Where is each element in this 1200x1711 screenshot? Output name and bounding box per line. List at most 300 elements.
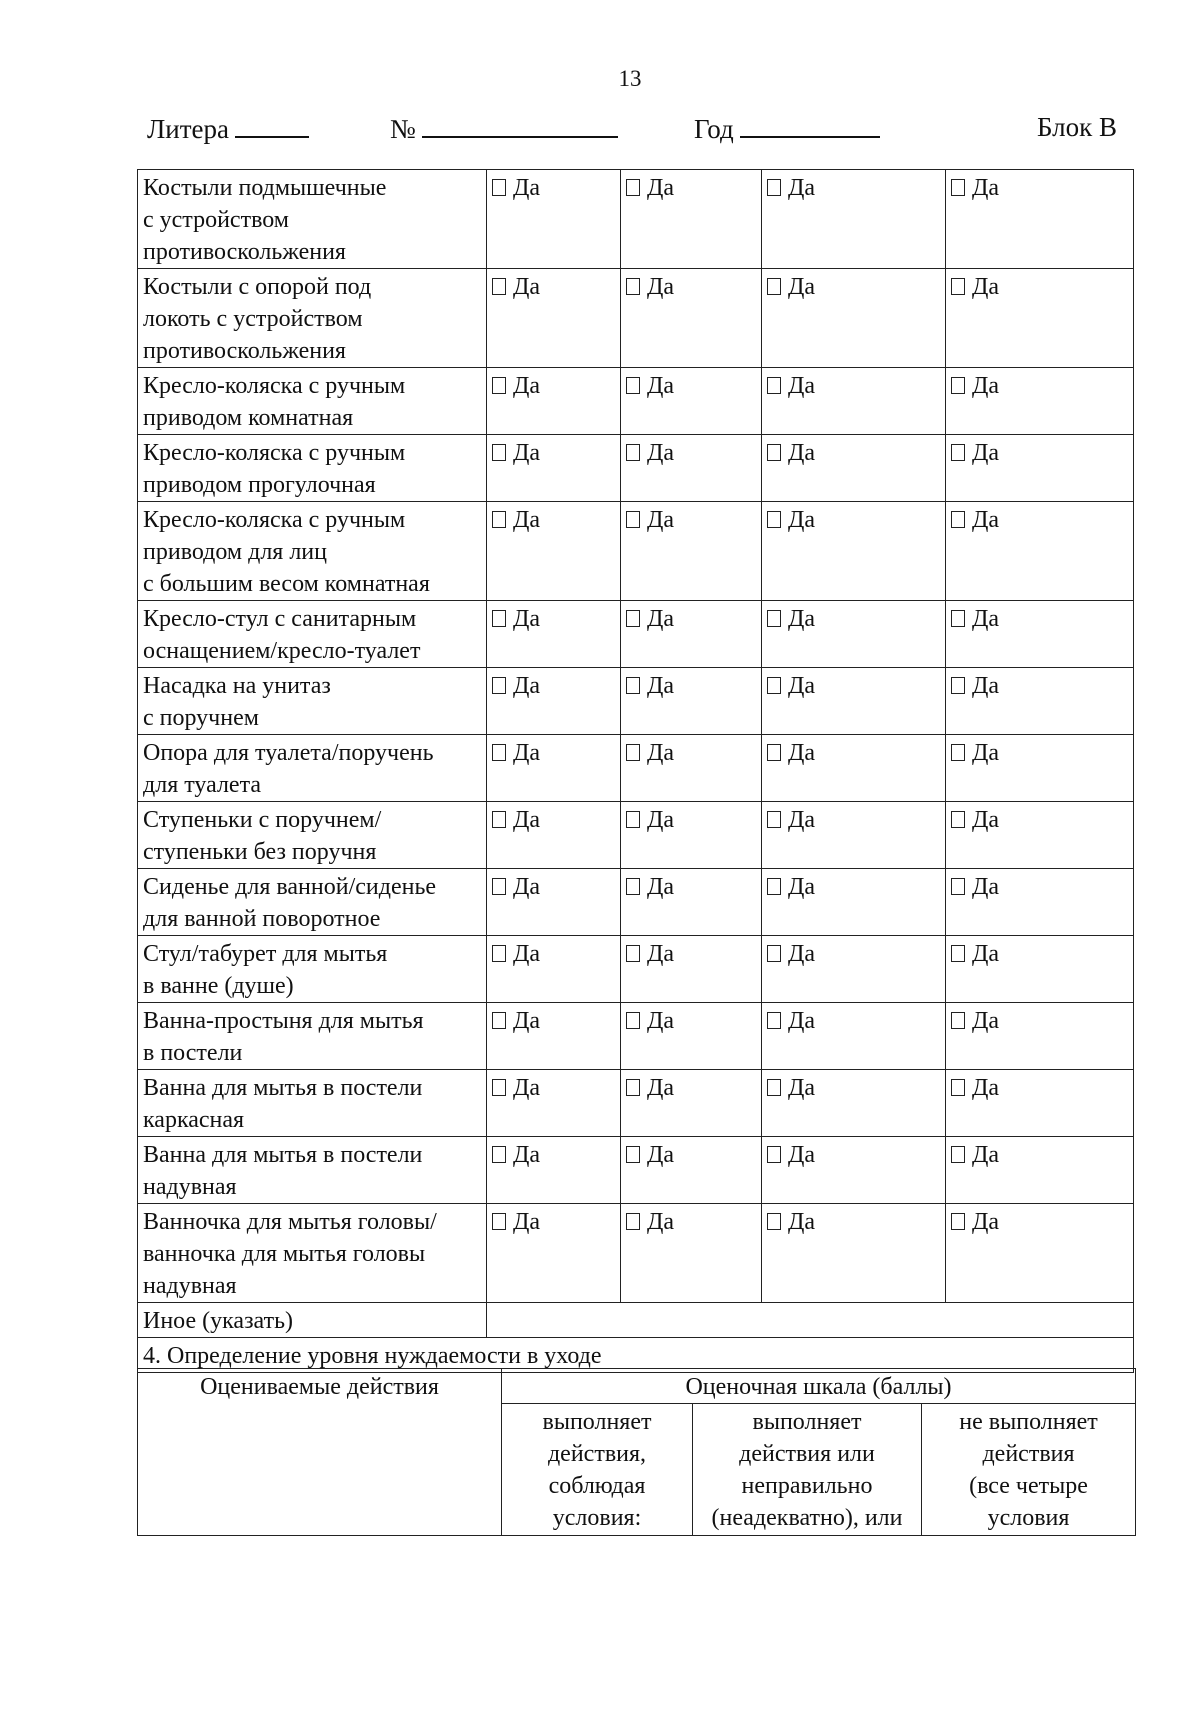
checkbox-square-icon[interactable] [626, 744, 640, 761]
equipment-name-line: для туалета [143, 772, 262, 798]
scale-column-line: действия, [547, 1441, 647, 1468]
checkbox-cell [946, 735, 1134, 802]
equipment-row [138, 735, 1134, 802]
yes-checkbox[interactable] [626, 373, 674, 399]
equipment-table [137, 169, 1134, 1373]
checkbox-cell [946, 368, 1134, 435]
yes-checkbox[interactable] [626, 807, 674, 833]
checkbox-label: Да [513, 1209, 541, 1235]
checkbox-square-icon[interactable] [626, 1146, 640, 1163]
checkbox-cell [946, 1070, 1134, 1137]
checkbox-cell [762, 1003, 946, 1070]
yes-checkbox[interactable] [767, 1142, 815, 1168]
checkbox-square-icon[interactable] [492, 511, 506, 528]
yes-checkbox[interactable] [951, 673, 999, 699]
yes-checkbox[interactable] [626, 740, 674, 766]
checkbox-label: Да [788, 807, 816, 833]
checkbox-label: Да [972, 274, 1000, 300]
checkbox-square-icon[interactable] [492, 878, 506, 895]
checkbox-cell [487, 1204, 621, 1303]
yes-checkbox[interactable] [492, 440, 540, 466]
yes-checkbox[interactable] [951, 807, 999, 833]
yes-checkbox[interactable] [492, 1209, 540, 1235]
checkbox-label: Да [788, 1209, 816, 1235]
yes-checkbox[interactable] [767, 807, 815, 833]
scale-column-line: (все четыре [969, 1473, 1088, 1500]
checkbox-label: Да [788, 175, 816, 201]
checkbox-square-icon[interactable] [767, 1012, 781, 1029]
yes-checkbox[interactable] [626, 673, 674, 699]
scale-column [502, 1404, 693, 1536]
checkbox-square-icon[interactable] [626, 610, 640, 627]
equipment-name-line: в постели [143, 1040, 243, 1066]
checkbox-cell [946, 936, 1134, 1003]
checkbox-label: Да [972, 874, 1000, 900]
yes-checkbox[interactable] [626, 941, 674, 967]
checkbox-square-icon[interactable] [626, 278, 640, 295]
yes-checkbox[interactable] [767, 373, 815, 399]
checkbox-square-icon[interactable] [951, 1012, 965, 1029]
yes-checkbox[interactable] [951, 1142, 999, 1168]
other-row-label: Иное (указать) [138, 1303, 487, 1338]
yes-checkbox[interactable] [951, 740, 999, 766]
yes-checkbox[interactable] [951, 606, 999, 632]
checkbox-square-icon[interactable] [626, 179, 640, 196]
checkbox-square-icon[interactable] [492, 1146, 506, 1163]
year-blank[interactable] [740, 112, 880, 138]
equipment-name-line: с поручнем [143, 705, 259, 731]
checkbox-square-icon[interactable] [951, 179, 965, 196]
yes-checkbox[interactable] [767, 606, 815, 632]
checkbox-square-icon[interactable] [626, 377, 640, 394]
checkbox-label: Да [513, 807, 541, 833]
equipment-row [138, 601, 1134, 668]
checkbox-cell [762, 802, 946, 869]
checkbox-square-icon[interactable] [492, 1079, 506, 1096]
checkbox-square-icon[interactable] [492, 1012, 506, 1029]
checkbox-cell [621, 1003, 762, 1070]
yes-checkbox[interactable] [951, 1075, 999, 1101]
checkbox-label: Да [972, 440, 1000, 466]
yes-checkbox[interactable] [626, 440, 674, 466]
yes-checkbox[interactable] [951, 874, 999, 900]
scale-header: Оценочная шкала (баллы) [502, 1369, 1136, 1404]
yes-checkbox[interactable] [626, 606, 674, 632]
checkbox-square-icon[interactable] [951, 377, 965, 394]
checkbox-cell [946, 802, 1134, 869]
checkbox-label: Да [513, 740, 541, 766]
checkbox-label: Да [513, 274, 541, 300]
checkbox-label: Да [647, 673, 675, 699]
checkbox-square-icon[interactable] [626, 878, 640, 895]
scale-column-line: (неадекватно), или [711, 1505, 903, 1532]
equipment-row [138, 1070, 1134, 1137]
checkbox-label: Да [513, 673, 541, 699]
equipment-name-line: надувная [143, 1273, 237, 1299]
checkbox-square-icon[interactable] [626, 677, 640, 694]
checkbox-cell [621, 1204, 762, 1303]
equipment-name-line: с большим весом комнатная [143, 571, 430, 597]
checkbox-square-icon[interactable] [951, 811, 965, 828]
checkbox-square-icon[interactable] [951, 1213, 965, 1230]
checkbox-square-icon[interactable] [492, 811, 506, 828]
checkbox-label: Да [788, 1142, 816, 1168]
checkbox-cell [621, 802, 762, 869]
checkbox-square-icon[interactable] [767, 610, 781, 627]
checkbox-cell [487, 1137, 621, 1204]
checkbox-label: Да [647, 274, 675, 300]
checkbox-label: Да [972, 1142, 1000, 1168]
yes-checkbox[interactable] [492, 1142, 540, 1168]
equipment-name-line: Сиденье для ванной/сиденье [143, 874, 437, 900]
equipment-name-line: в ванне (душе) [143, 973, 294, 999]
equipment-name-line: Кресло-стул с санитарным [143, 606, 417, 632]
equipment-name-line: приводом для лиц [143, 539, 327, 565]
checkbox-square-icon[interactable] [767, 511, 781, 528]
checkbox-label: Да [513, 440, 541, 466]
equipment-name [138, 368, 487, 435]
checkbox-cell [621, 435, 762, 502]
equipment-row [138, 269, 1134, 368]
checkbox-label: Да [647, 1142, 675, 1168]
yes-checkbox[interactable] [767, 874, 815, 900]
checkbox-label: Да [513, 941, 541, 967]
yes-checkbox[interactable] [492, 507, 540, 533]
checkbox-cell [621, 869, 762, 936]
equipment-name [138, 668, 487, 735]
checkbox-cell [487, 435, 621, 502]
checkbox-label: Да [513, 606, 541, 632]
equipment-row [138, 1137, 1134, 1204]
checkbox-square-icon[interactable] [492, 444, 506, 461]
yes-checkbox[interactable] [951, 175, 999, 201]
checkbox-cell [946, 869, 1134, 936]
checkbox-square-icon[interactable] [492, 945, 506, 962]
block-label: Блок В [1037, 112, 1117, 142]
equipment-name-line: Костыли подмышечные [143, 175, 387, 201]
checkbox-cell [762, 869, 946, 936]
scale-column [693, 1404, 922, 1536]
other-row-input[interactable] [487, 1303, 1134, 1338]
yes-checkbox[interactable] [492, 807, 540, 833]
yes-checkbox[interactable] [492, 373, 540, 399]
section4-title: 4. Определение уровня нуждаемости в уходе [138, 1338, 1134, 1373]
yes-checkbox[interactable] [951, 373, 999, 399]
equipment-name-line: локоть с устройством [143, 306, 363, 332]
equipment-name-line: Кресло-коляска с ручным [143, 507, 406, 533]
checkbox-cell [487, 735, 621, 802]
checkbox-cell [487, 170, 621, 269]
checkbox-square-icon[interactable] [767, 677, 781, 694]
litera-blank[interactable] [235, 112, 309, 138]
checkbox-cell [487, 802, 621, 869]
yes-checkbox[interactable] [767, 440, 815, 466]
yes-checkbox[interactable] [767, 175, 815, 201]
equipment-name-line: с устройством [143, 207, 289, 233]
checkbox-cell [487, 936, 621, 1003]
equipment-name [138, 1204, 487, 1303]
checkbox-square-icon[interactable] [492, 278, 506, 295]
yes-checkbox[interactable] [626, 1075, 674, 1101]
checkbox-label: Да [647, 507, 675, 533]
equipment-name [138, 802, 487, 869]
checkbox-label: Да [788, 440, 816, 466]
checkbox-cell [621, 668, 762, 735]
checkbox-cell [762, 735, 946, 802]
checkbox-cell [946, 502, 1134, 601]
equipment-name-line: Ступеньки с поручнем/ [143, 807, 382, 833]
yes-checkbox[interactable] [951, 507, 999, 533]
yes-checkbox[interactable] [626, 1209, 674, 1235]
yes-checkbox[interactable] [626, 1008, 674, 1034]
yes-checkbox[interactable] [951, 941, 999, 967]
checkbox-label: Да [972, 373, 1000, 399]
yes-checkbox[interactable] [767, 274, 815, 300]
equipment-name [138, 735, 487, 802]
checkbox-square-icon[interactable] [767, 444, 781, 461]
yes-checkbox[interactable] [951, 274, 999, 300]
checkbox-cell [762, 1137, 946, 1204]
equipment-name-line: ступеньки без поручня [143, 839, 377, 865]
equipment-name [138, 502, 487, 601]
checkbox-label: Да [513, 874, 541, 900]
yes-checkbox[interactable] [767, 1008, 815, 1034]
checkbox-label: Да [972, 941, 1000, 967]
checkbox-square-icon[interactable] [492, 610, 506, 627]
yes-checkbox[interactable] [492, 941, 540, 967]
yes-checkbox[interactable] [767, 507, 815, 533]
equipment-name-line: Ванна-простыня для мытья [143, 1008, 424, 1034]
checkbox-cell [946, 435, 1134, 502]
yes-checkbox[interactable] [767, 1075, 815, 1101]
equipment-row [138, 368, 1134, 435]
equipment-table-body [138, 170, 1134, 1303]
checkbox-square-icon[interactable] [492, 744, 506, 761]
checkbox-square-icon[interactable] [951, 677, 965, 694]
yes-checkbox[interactable] [492, 175, 540, 201]
yes-checkbox[interactable] [951, 1209, 999, 1235]
checkbox-cell [946, 170, 1134, 269]
document-header [0, 112, 1200, 146]
equipment-name-line: Стул/табурет для мытья [143, 941, 388, 967]
checkbox-label: Да [788, 507, 816, 533]
equipment-name-line: Кресло-коляска с ручным [143, 440, 406, 466]
checkbox-cell [762, 668, 946, 735]
checkbox-square-icon[interactable] [951, 511, 965, 528]
year-field [694, 112, 880, 145]
checkbox-label: Да [788, 274, 816, 300]
checkbox-square-icon[interactable] [951, 945, 965, 962]
actions-header: Оцениваемые действия [138, 1369, 502, 1536]
number-label: № [390, 114, 416, 144]
yes-checkbox[interactable] [492, 740, 540, 766]
checkbox-cell [762, 601, 946, 668]
checkbox-label: Да [972, 740, 1000, 766]
checkbox-cell [487, 502, 621, 601]
equipment-name-line: Опора для туалета/поручень [143, 740, 434, 766]
equipment-name-line: противоскольжения [143, 338, 346, 364]
checkbox-square-icon[interactable] [626, 1012, 640, 1029]
checkbox-square-icon[interactable] [951, 278, 965, 295]
checkbox-cell [946, 601, 1134, 668]
checkbox-cell [762, 269, 946, 368]
equipment-row [138, 170, 1134, 269]
checkbox-cell [621, 170, 762, 269]
checkbox-square-icon[interactable] [767, 278, 781, 295]
scale-column-line: действия или [739, 1441, 875, 1468]
checkbox-cell [762, 1204, 946, 1303]
equipment-name-line: оснащением/кресло-туалет [143, 638, 421, 664]
yes-checkbox[interactable] [626, 175, 674, 201]
checkbox-cell [621, 735, 762, 802]
checkbox-square-icon[interactable] [767, 179, 781, 196]
equipment-name [138, 601, 487, 668]
checkbox-label: Да [647, 1209, 675, 1235]
checkbox-square-icon[interactable] [492, 377, 506, 394]
yes-checkbox[interactable] [626, 507, 674, 533]
checkbox-label: Да [972, 1209, 1000, 1235]
equipment-name-line: ванночка для мытья головы [143, 1241, 426, 1267]
checkbox-label: Да [647, 175, 675, 201]
checkbox-square-icon[interactable] [951, 444, 965, 461]
checkbox-label: Да [972, 606, 1000, 632]
yes-checkbox[interactable] [492, 1008, 540, 1034]
yes-checkbox[interactable] [626, 1142, 674, 1168]
checkbox-cell [621, 1137, 762, 1204]
equipment-name-line: Насадка на унитаз [143, 673, 331, 699]
equipment-name [138, 1070, 487, 1137]
checkbox-label: Да [788, 606, 816, 632]
number-field [390, 112, 618, 145]
checkbox-square-icon[interactable] [951, 610, 965, 627]
equipment-name-line: Кресло-коляска с ручным [143, 373, 406, 399]
checkbox-square-icon[interactable] [951, 1079, 965, 1096]
checkbox-square-icon[interactable] [626, 1213, 640, 1230]
equipment-row [138, 435, 1134, 502]
scale-column-line: выполняет [752, 1409, 862, 1436]
checkbox-square-icon[interactable] [767, 1079, 781, 1096]
checkbox-cell [946, 1137, 1134, 1204]
checkbox-square-icon[interactable] [767, 377, 781, 394]
scale-column-line: условия: [552, 1505, 642, 1532]
checkbox-label: Да [972, 1075, 1000, 1101]
checkbox-square-icon[interactable] [951, 878, 965, 895]
equipment-name [138, 936, 487, 1003]
yes-checkbox[interactable] [767, 673, 815, 699]
equipment-name-line: Костыли с опорой под [143, 274, 372, 300]
equipment-name-line: Ванночка для мытья головы/ [143, 1209, 437, 1235]
yes-checkbox[interactable] [767, 1209, 815, 1235]
equipment-row [138, 502, 1134, 601]
page-number: 13 [618, 66, 642, 91]
checkbox-cell [762, 368, 946, 435]
yes-checkbox[interactable] [492, 673, 540, 699]
checkbox-cell [946, 1003, 1134, 1070]
equipment-row [138, 1204, 1134, 1303]
checkbox-cell [487, 1070, 621, 1137]
yes-checkbox[interactable] [767, 941, 815, 967]
checkbox-cell [762, 936, 946, 1003]
checkbox-label: Да [647, 874, 675, 900]
scale-column [922, 1404, 1136, 1536]
checkbox-cell [946, 1204, 1134, 1303]
checkbox-square-icon[interactable] [767, 878, 781, 895]
equipment-row [138, 668, 1134, 735]
yes-checkbox[interactable] [492, 874, 540, 900]
checkbox-label: Да [788, 373, 816, 399]
equipment-row [138, 802, 1134, 869]
equipment-row [138, 1003, 1134, 1070]
checkbox-label: Да [647, 941, 675, 967]
checkbox-cell [621, 368, 762, 435]
checkbox-square-icon[interactable] [767, 744, 781, 761]
checkbox-square-icon[interactable] [626, 945, 640, 962]
equipment-name-line: надувная [143, 1174, 237, 1200]
checkbox-label: Да [513, 1008, 541, 1034]
checkbox-label: Да [788, 1075, 816, 1101]
yes-checkbox[interactable] [492, 606, 540, 632]
yes-checkbox[interactable] [492, 1075, 540, 1101]
checkbox-square-icon[interactable] [626, 444, 640, 461]
checkbox-label: Да [788, 740, 816, 766]
checkbox-square-icon[interactable] [951, 1146, 965, 1163]
checkbox-cell [487, 668, 621, 735]
checkbox-square-icon[interactable] [492, 677, 506, 694]
checkbox-square-icon[interactable] [492, 1213, 506, 1230]
checkbox-label: Да [647, 440, 675, 466]
equipment-name-line: приводом комнатная [143, 405, 354, 431]
checkbox-label: Да [972, 673, 1000, 699]
equipment-name [138, 1003, 487, 1070]
yes-checkbox[interactable] [626, 274, 674, 300]
yes-checkbox[interactable] [951, 1008, 999, 1034]
scale-header-row [138, 1369, 1136, 1404]
checkbox-label: Да [647, 740, 675, 766]
checkbox-square-icon[interactable] [492, 179, 506, 196]
equipment-row [138, 936, 1134, 1003]
yes-checkbox[interactable] [767, 740, 815, 766]
scale-column-line: не выполняет [959, 1409, 1098, 1436]
number-blank[interactable] [422, 112, 618, 138]
checkbox-square-icon[interactable] [767, 1146, 781, 1163]
checkbox-label: Да [647, 1008, 675, 1034]
equipment-name [138, 1137, 487, 1204]
checkbox-square-icon[interactable] [951, 744, 965, 761]
checkbox-cell [762, 502, 946, 601]
checkbox-square-icon[interactable] [767, 811, 781, 828]
checkbox-cell [487, 869, 621, 936]
checkbox-square-icon[interactable] [626, 511, 640, 528]
scale-column-line: соблюдая [548, 1473, 646, 1500]
equipment-name [138, 170, 487, 269]
checkbox-cell [762, 435, 946, 502]
checkbox-square-icon[interactable] [767, 1213, 781, 1230]
yes-checkbox[interactable] [626, 874, 674, 900]
yes-checkbox[interactable] [951, 440, 999, 466]
checkbox-cell [762, 1070, 946, 1137]
checkbox-square-icon[interactable] [626, 1079, 640, 1096]
checkbox-label: Да [647, 1075, 675, 1101]
checkbox-label: Да [788, 1008, 816, 1034]
other-row [138, 1303, 1134, 1338]
checkbox-label: Да [513, 373, 541, 399]
checkbox-square-icon[interactable] [626, 811, 640, 828]
equipment-name [138, 435, 487, 502]
checkbox-label: Да [647, 373, 675, 399]
equipment-name-line: противоскольжения [143, 239, 346, 265]
yes-checkbox[interactable] [492, 274, 540, 300]
checkbox-square-icon[interactable] [767, 945, 781, 962]
